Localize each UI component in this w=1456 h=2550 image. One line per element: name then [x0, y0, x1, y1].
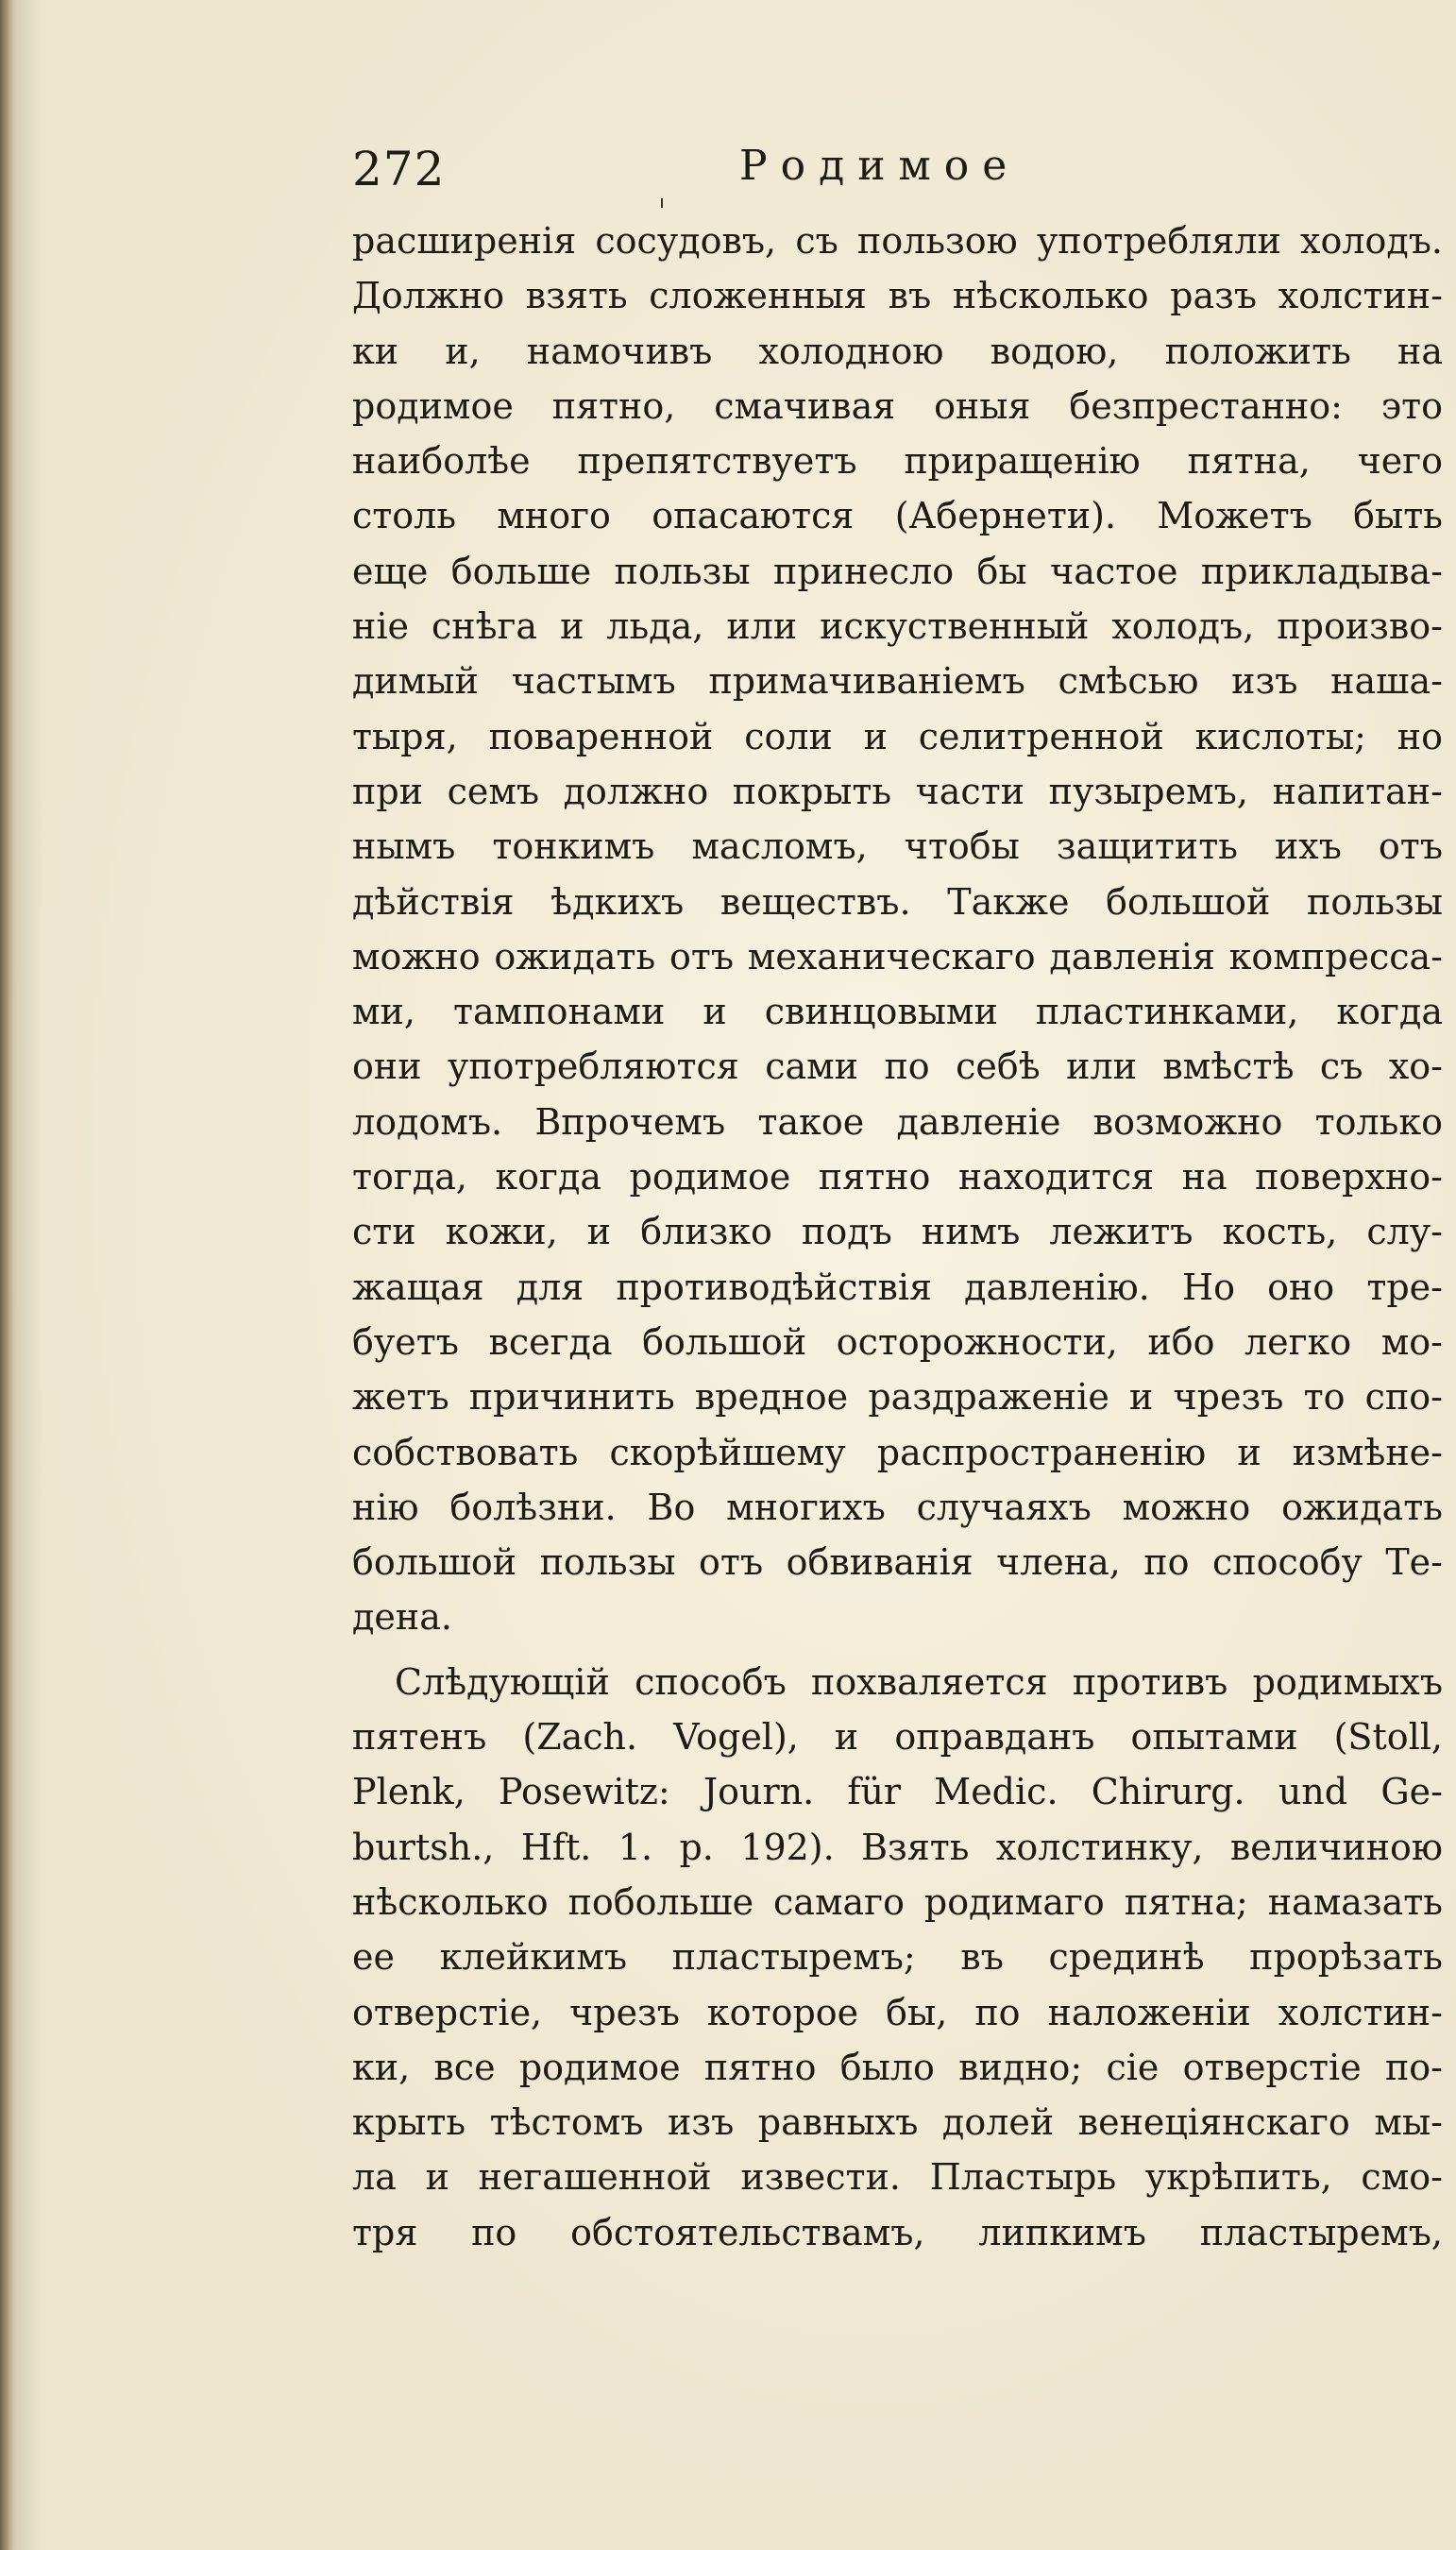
text-line: тыря, поваренной соли и селитренной кислоты; но — [352, 715, 1443, 757]
text-line: burtsh., Hft. 1. p. 192). Взять холстинку, величиною — [352, 1826, 1443, 1868]
text-line: лодомъ. Впрочемъ такое давленіе возможно только — [352, 1100, 1443, 1143]
text-line: Слѣдующій способъ похваляется противъ родимыхъ — [395, 1660, 1443, 1703]
page-header — [352, 142, 1448, 208]
text-line: ла и негашенной извести. Пластырь укрѣпить, смо- — [352, 2156, 1443, 2199]
text-line: нѣсколько побольше самаго родимаго пятна; намазать — [352, 1880, 1443, 1923]
text-line: дѣйствія ѣдкихъ веществъ. Также большой пользы — [352, 880, 1443, 923]
text-line: Plenk, Posewitz: Journ. für Medic. Chirurg. und Ge- — [352, 1771, 1443, 1813]
text-line: крыть тѣстомъ изъ равныхъ долей венеціянскаго мы- — [352, 2101, 1443, 2144]
text-line: родимое пятно, смачивая оныя безпрестанно: это — [352, 384, 1443, 427]
text-line: жетъ причинить вредное раздраженіе и чрезъ то спо- — [352, 1376, 1443, 1419]
text-line: ее клейкимъ пластыремъ; въ срединѣ прорѣзать — [352, 1936, 1443, 1979]
paragraph-gap — [352, 1645, 1443, 1655]
text-line: при семъ должно покрыть части пузыремъ, напитан- — [352, 770, 1443, 812]
text-line: дена. — [352, 1596, 452, 1639]
text-line: ки и, намочивъ холодною водою, положить на — [352, 330, 1443, 372]
text-line: собствовать скорѣйшему распространенію и измѣне- — [352, 1431, 1443, 1473]
ink-mark — [661, 198, 663, 208]
text-line: димый частымъ примачиваніемъ смѣсью изъ наша- — [352, 660, 1443, 703]
text-line: буетъ всегда большой осторожности, ибо легко мо- — [352, 1320, 1443, 1363]
text-line: Должно взять сложенныя въ нѣсколько разъ холстин- — [352, 275, 1443, 317]
text-line: они употребляются сами по себѣ или вмѣстѣ съ хо- — [352, 1046, 1443, 1088]
text-line: тря по обстоятельствамъ, липкимъ пластыремъ, — [352, 2211, 1443, 2253]
text-line: ніе снѣга и льда, или искуственный холодъ, произво- — [352, 605, 1443, 648]
text-line: нію болѣзни. Во многихъ случаяхъ можно ожидать — [352, 1486, 1443, 1528]
text-line: тогда, когда родимое пятно находится на поверхно- — [352, 1156, 1443, 1198]
text-line: отверстіе, чрезъ которое бы, по наложеніи холстин- — [352, 1991, 1443, 2033]
page-number: 272 — [352, 142, 446, 196]
paragraph — [352, 213, 1443, 1645]
paragraph — [352, 1655, 1443, 2260]
page-body — [352, 213, 1443, 2260]
text-line: наиболѣе препятствуетъ приращенію пятна, чего — [352, 440, 1443, 483]
text-line: нымъ тонкимъ масломъ, чтобы защитить ихъ отъ — [352, 825, 1443, 868]
text-line: ми, тампонами и свинцовыми пластинками, когда — [352, 991, 1443, 1033]
text-line: жащая для противодѣйствія давленію. Но оно тре- — [352, 1266, 1443, 1308]
text-line: пятенъ (Zach. Vogel), и оправданъ опытами (Stoll, — [352, 1716, 1443, 1759]
binding-gutter — [0, 0, 13, 2550]
running-head: Родимое — [739, 142, 1021, 190]
text-line: столь много опасаются (Абернети). Можетъ быть — [352, 495, 1443, 537]
text-line: можно ожидать отъ механическаго давленія компресса- — [352, 935, 1443, 978]
text-line: расширенія сосудовъ, съ пользою употребляли холодъ. — [352, 220, 1443, 262]
text-line: ки, все родимое пятно было видно; сіе отверстіе по- — [352, 2046, 1443, 2088]
text-line: еще больше пользы принесло бы частое прикладыва- — [352, 550, 1443, 592]
text-line: сти кожи, и близко подъ нимъ лежитъ кость, слу- — [352, 1211, 1443, 1253]
text-line: большой пользы отъ обвиванія члена, по способу Те- — [352, 1541, 1443, 1584]
